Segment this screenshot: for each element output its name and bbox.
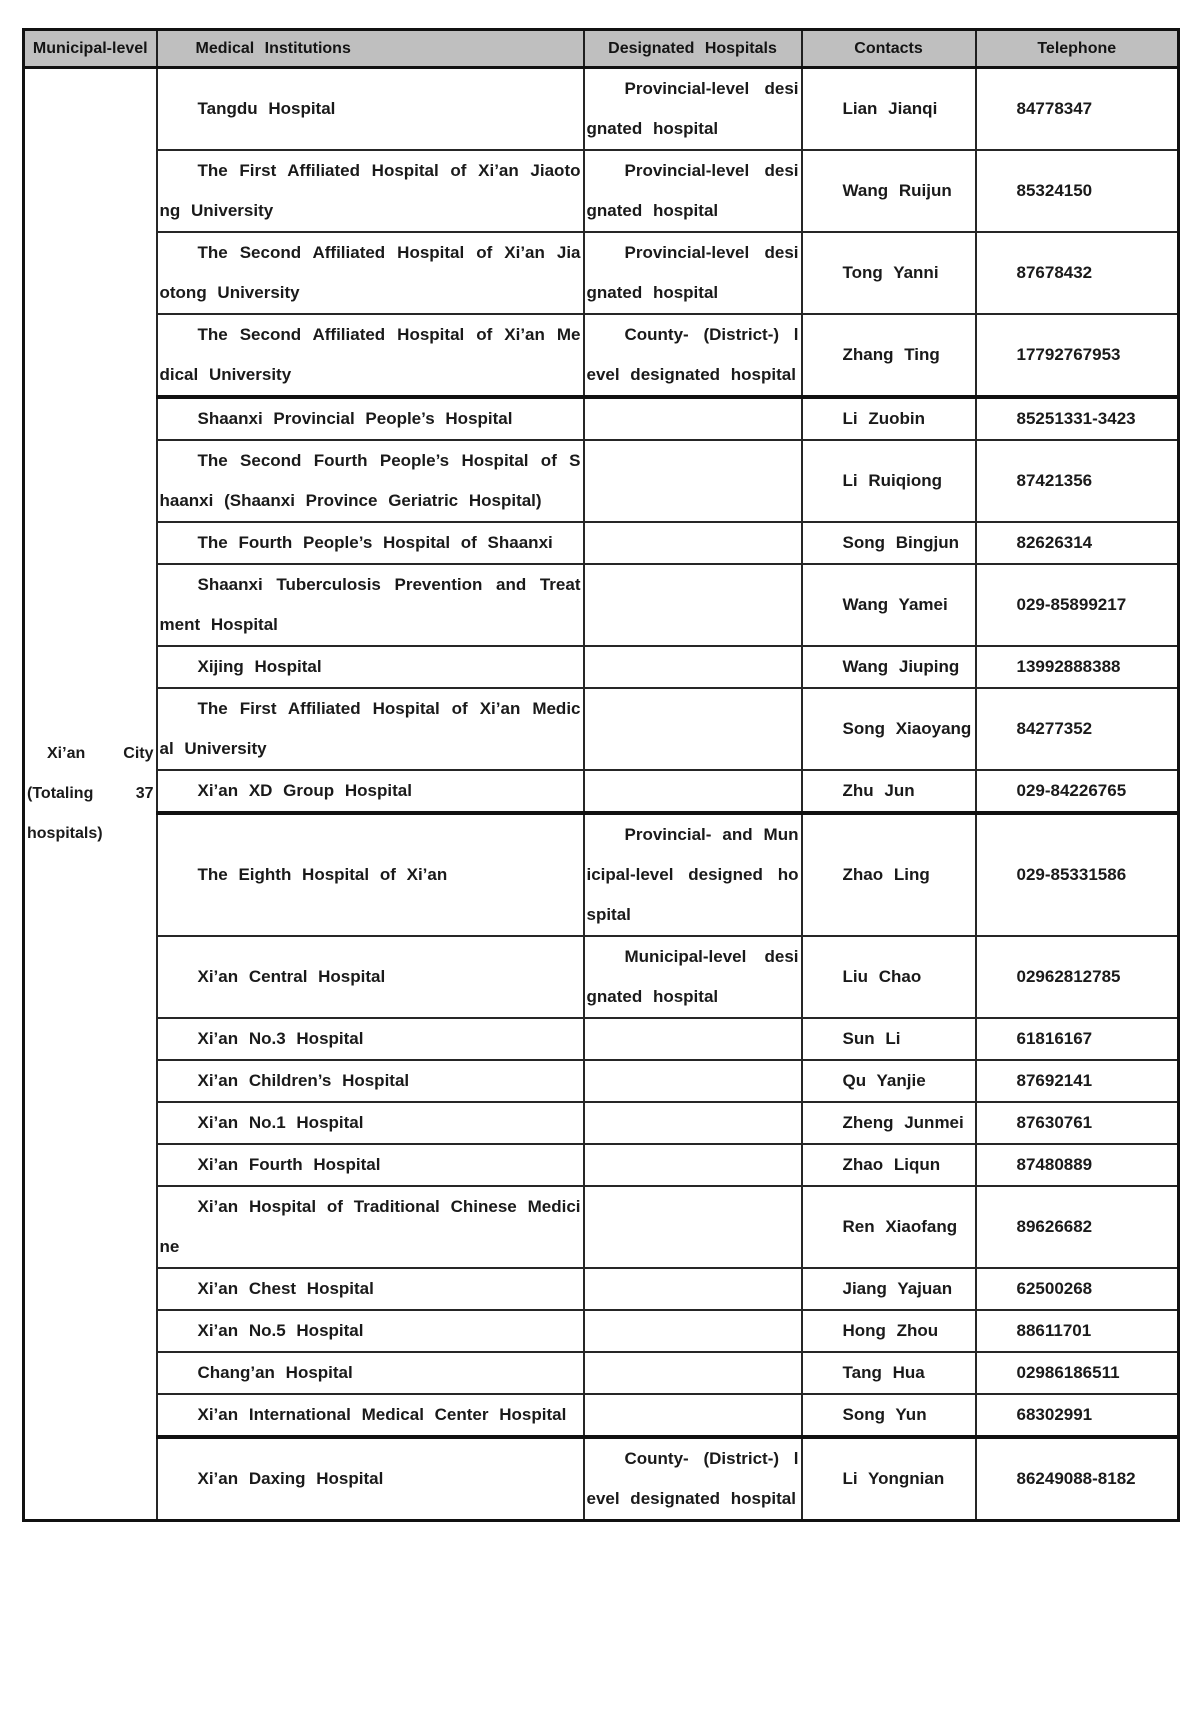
telephone-cell: 87678432 [976,232,1179,314]
designation-cell [584,1102,802,1144]
contact-cell: Wang Yamei [802,564,976,646]
table-row [24,1186,1179,1268]
contact-cell: Li Zuobin [802,397,976,440]
table-row [24,150,1179,232]
designation-cell: Municipal-level designated hospital [584,936,802,1018]
table-row [24,646,1179,688]
telephone-cell: 029-85899217 [976,564,1179,646]
designation-cell: County- (District-) level designated hospital [584,1437,802,1521]
table-row [24,68,1179,151]
table-row [24,1352,1179,1394]
table-row [24,1018,1179,1060]
table-row [24,813,1179,936]
contact-cell: Jiang Yajuan [802,1268,976,1310]
contact-cell: Liu Chao [802,936,976,1018]
contact-cell: Zhang Ting [802,314,976,397]
telephone-cell: 68302991 [976,1394,1179,1437]
telephone-cell: 87421356 [976,440,1179,522]
telephone-cell: 13992888388 [976,646,1179,688]
table-row [24,1394,1179,1437]
table-row [24,1060,1179,1102]
contact-cell: Li Yongnian [802,1437,976,1521]
institution-cell: Xi’an Central Hospital [157,936,584,1018]
telephone-cell: 82626314 [976,522,1179,564]
contact-cell: Qu Yanjie [802,1060,976,1102]
institution-cell: Tangdu Hospital [157,68,584,151]
telephone-cell: 61816167 [976,1018,1179,1060]
telephone-cell: 89626682 [976,1186,1179,1268]
table-row [24,688,1179,770]
institution-cell: Xi’an XD Group Hospital [157,770,584,813]
contact-cell: Tang Hua [802,1352,976,1394]
designation-cell [584,564,802,646]
table-row [24,1310,1179,1352]
table-row [24,1437,1179,1521]
telephone-cell: 84277352 [976,688,1179,770]
telephone-cell: 86249088-8182 [976,1437,1179,1521]
institution-cell: Xijing Hospital [157,646,584,688]
telephone-cell: 88611701 [976,1310,1179,1352]
designation-cell [584,1060,802,1102]
hospital-table [22,28,1180,1522]
telephone-cell: 029-84226765 [976,770,1179,813]
contact-cell: Li Ruiqiong [802,440,976,522]
designation-cell: Provincial-level designated hospital [584,232,802,314]
contact-cell: Zhao Liqun [802,1144,976,1186]
institution-cell: Xi’an Daxing Hospital [157,1437,584,1521]
contact-cell: Sun Li [802,1018,976,1060]
institution-cell: The Eighth Hospital of Xi’an [157,813,584,936]
contact-cell: Zhao Ling [802,813,976,936]
col-header-municipal-level: Municipal-level [24,30,157,68]
designation-cell [584,440,802,522]
table-row [24,1268,1179,1310]
institution-cell: Xi’an Chest Hospital [157,1268,584,1310]
institution-cell: Xi’an Fourth Hospital [157,1144,584,1186]
table-row [24,314,1179,397]
telephone-cell: 02962812785 [976,936,1179,1018]
designation-cell [584,1186,802,1268]
contact-cell: Song Yun [802,1394,976,1437]
contact-cell: Wang Jiuping [802,646,976,688]
institution-cell: Xi’an Children’s Hospital [157,1060,584,1102]
institution-cell: Chang’an Hospital [157,1352,584,1394]
table-row [24,522,1179,564]
designation-cell [584,1394,802,1437]
col-header-telephone: Telephone [976,30,1179,68]
institution-cell: Xi’an No.5 Hospital [157,1310,584,1352]
designation-cell [584,522,802,564]
table-row [24,1144,1179,1186]
institution-cell: The Second Affiliated Hospital of Xi’an Medical University [157,314,584,397]
table-row [24,440,1179,522]
telephone-cell: 029-85331586 [976,813,1179,936]
institution-cell: Shaanxi Provincial People’s Hospital [157,397,584,440]
institution-cell: The First Affiliated Hospital of Xi’an Medical University [157,688,584,770]
telephone-cell: 84778347 [976,68,1179,151]
col-header-designated-hospitals: Designated Hospitals [584,30,802,68]
designation-cell [584,1268,802,1310]
designation-cell: Provincial-level designated hospital [584,68,802,151]
designation-cell: Provincial-level designated hospital [584,150,802,232]
designation-cell [584,646,802,688]
table-row [24,232,1179,314]
col-header-medical-institutions: Medical Institutions [157,30,584,68]
header-row [24,30,1179,68]
contact-cell: Song Bingjun [802,522,976,564]
contact-cell: Lian Jianqi [802,68,976,151]
designation-cell: County- (District-) level designated hospital [584,314,802,397]
contact-cell: Zhu Jun [802,770,976,813]
institution-cell: Xi’an No.3 Hospital [157,1018,584,1060]
contact-cell: Zheng Junmei [802,1102,976,1144]
designation-cell [584,1310,802,1352]
table-row [24,770,1179,813]
telephone-cell: 85251331-3423 [976,397,1179,440]
designation-cell [584,688,802,770]
institution-cell: The Fourth People’s Hospital of Shaanxi [157,522,584,564]
institution-cell: The Second Fourth People’s Hospital of Shaanxi (Shaanxi Province Geriatric Hospital) [157,440,584,522]
institution-cell: Xi’an Hospital of Traditional Chinese Medicine [157,1186,584,1268]
telephone-cell: 87480889 [976,1144,1179,1186]
contact-cell: Hong Zhou [802,1310,976,1352]
municipal-group-cell: Xi’an City (Totaling 37 hospitals) [24,68,157,1521]
telephone-cell: 17792767953 [976,314,1179,397]
contact-cell: Ren Xiaofang [802,1186,976,1268]
designation-cell [584,1144,802,1186]
telephone-cell: 85324150 [976,150,1179,232]
designation-cell [584,1018,802,1060]
table-row [24,936,1179,1018]
table-row [24,397,1179,440]
institution-cell: Xi’an International Medical Center Hospital [157,1394,584,1437]
designation-cell [584,1352,802,1394]
designation-cell [584,397,802,440]
col-header-contacts: Contacts [802,30,976,68]
contact-cell: Tong Yanni [802,232,976,314]
contact-cell: Wang Ruijun [802,150,976,232]
table-row [24,1102,1179,1144]
telephone-cell: 87692141 [976,1060,1179,1102]
telephone-cell: 02986186511 [976,1352,1179,1394]
designation-cell [584,770,802,813]
institution-cell: Shaanxi Tuberculosis Prevention and Treatment Hospital [157,564,584,646]
telephone-cell: 87630761 [976,1102,1179,1144]
designation-cell: Provincial- and Municipal-level designed hospital [584,813,802,936]
institution-cell: Xi’an No.1 Hospital [157,1102,584,1144]
institution-cell: The First Affiliated Hospital of Xi’an Jiaotong University [157,150,584,232]
table-row [24,564,1179,646]
contact-cell: Song Xiaoyang [802,688,976,770]
institution-cell: The Second Affiliated Hospital of Xi’an Jiaotong University [157,232,584,314]
telephone-cell: 62500268 [976,1268,1179,1310]
